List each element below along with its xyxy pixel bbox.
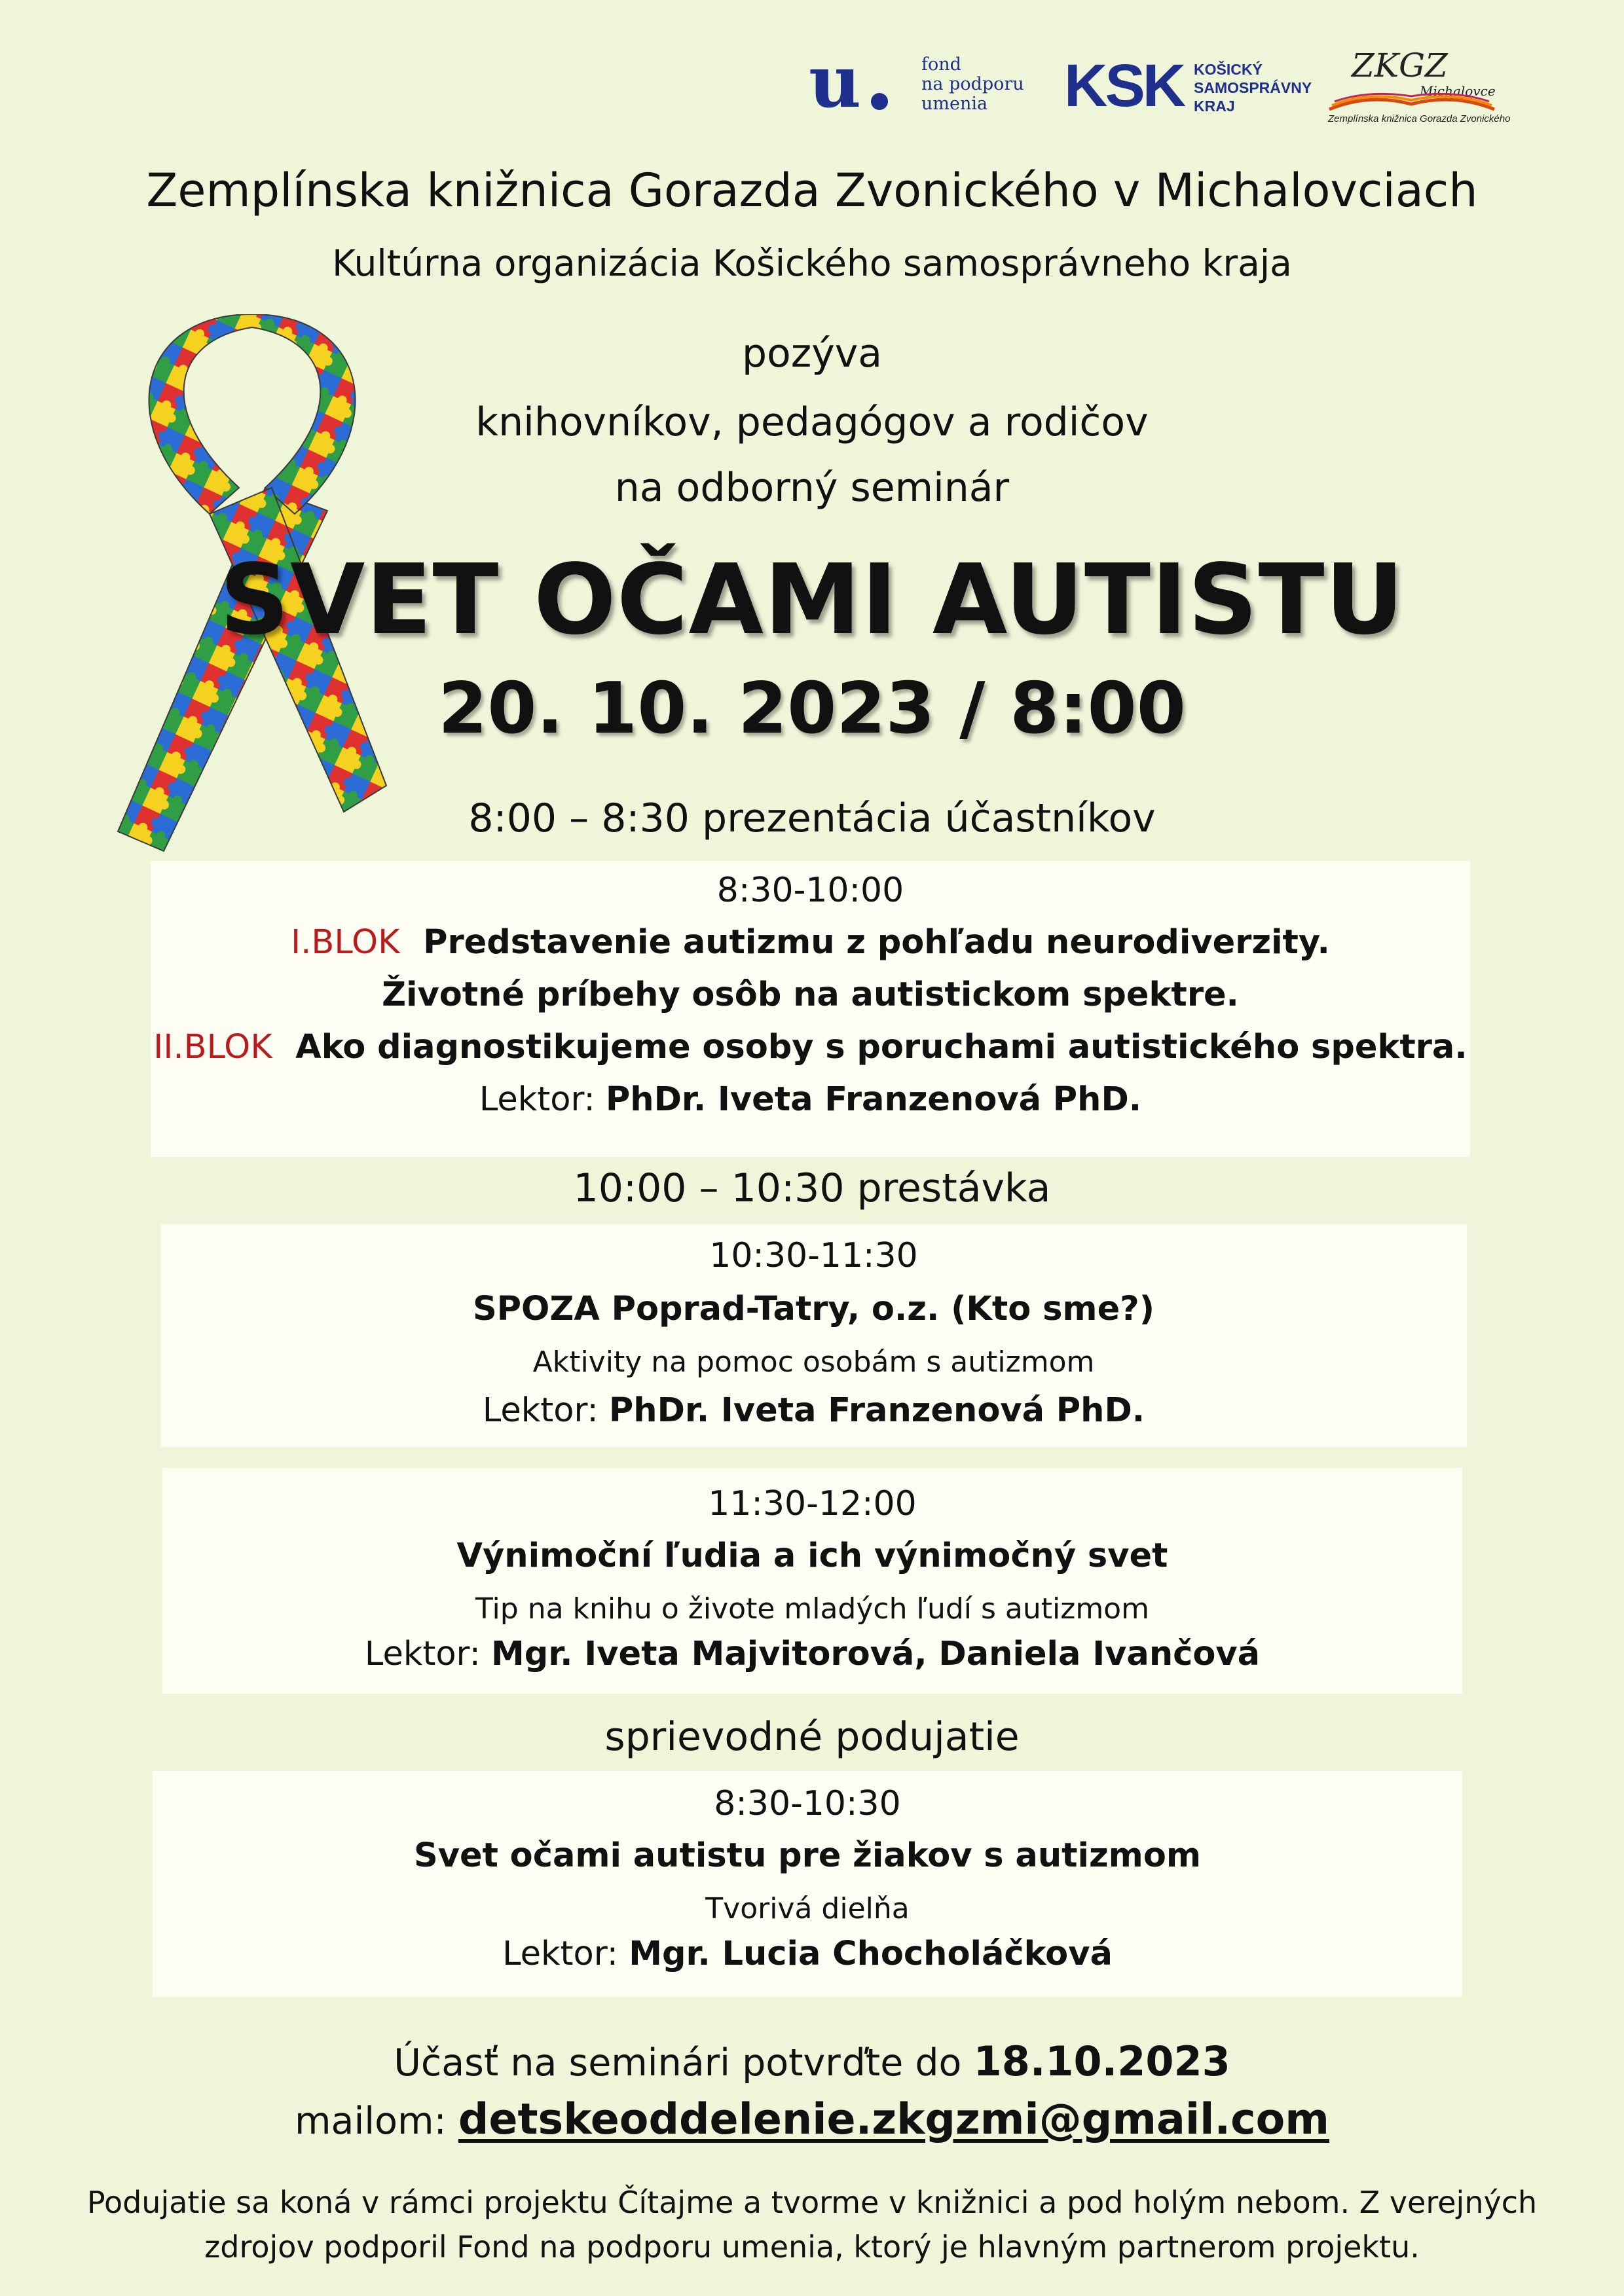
block-2-time: 10:30-11:30 xyxy=(709,1236,918,1275)
block-3-title: Výnimoční ľudia a ich výnimočný svet xyxy=(456,1537,1168,1575)
block-1-lector: Lektor: PhDr. Iveta Franzenová PhD. xyxy=(479,1080,1142,1119)
invite-line-2: knihovníkov, pedagógov a rodičov xyxy=(475,399,1149,445)
fpu-logo-text: fond na podporu umenia xyxy=(921,54,1024,114)
block-3-subtitle: Tip na knihu o živote mladých ľudí s autizmom xyxy=(475,1592,1149,1626)
ksk-logo-mark: KSK xyxy=(1064,52,1184,119)
block-1-topic-1b: Životné príbehy osôb na autistickom spektre. xyxy=(382,975,1239,1014)
block-1-time: 8:30-10:00 xyxy=(716,871,904,910)
seminar-date: 20. 10. 2023 / 8:00 xyxy=(438,668,1186,750)
block-1-topic-2: II.BLOK Ako diagnostikujeme osoby s poruchami autistického spektra. xyxy=(153,1028,1467,1066)
block-label-1: I.BLOK xyxy=(291,923,400,962)
fpu-logo xyxy=(809,39,1044,124)
block-4-title: Svet očami autistu pre žiakov s autizmom xyxy=(413,1836,1201,1875)
schedule-block-1 xyxy=(151,861,1470,1157)
break-slot: 10:00 – 10:30 prestávka xyxy=(573,1165,1051,1211)
block-3-lector: Lektor: Mgr. Iveta Majvitorová, Daniela Ivančová xyxy=(364,1635,1261,1673)
block-3-time: 11:30-12:00 xyxy=(708,1484,917,1523)
side-event-heading: sprievodné podujatie xyxy=(604,1714,1020,1760)
zkgz-logo-subtitle: Zemplínska knižnica Gorazda Zvonického xyxy=(1328,113,1511,124)
seminar-title: SVET OČAMI AUTISTU xyxy=(219,543,1405,656)
schedule-block-2 xyxy=(160,1224,1467,1447)
invite-line-3: na odborný seminár xyxy=(614,465,1010,511)
block-4-subtitle: Tvorivá dielňa xyxy=(705,1892,910,1925)
zkgz-logo xyxy=(1323,46,1511,128)
block-2-lector: Lektor: PhDr. Iveta Franzenová PhD. xyxy=(482,1391,1145,1430)
zkgz-logo-mark: ZKGZ xyxy=(1352,46,1448,84)
fpu-logo-dot xyxy=(871,93,888,110)
confirm-deadline: Účasť na seminári potvrďte do 18.10.2023 xyxy=(394,2037,1230,2085)
block-4-lector: Lektor: Mgr. Lucia Chocholáčková xyxy=(502,1935,1113,1973)
zkgz-logo-city: Michalovce xyxy=(1420,83,1496,99)
fpu-logo-letter: u xyxy=(809,39,861,124)
block-label-2: II.BLOK xyxy=(153,1028,272,1066)
schedule-block-3 xyxy=(162,1468,1462,1694)
block-2-title: SPOZA Poprad-Tatry, o.z. (Kto sme?) xyxy=(472,1290,1155,1328)
schedule-block-4 xyxy=(153,1771,1462,1997)
invite-line-1: pozýva xyxy=(741,331,883,376)
zkgz-book-icon xyxy=(1323,90,1500,113)
footer-note: Podujatie sa koná v rámci projektu Čítajme a tvorme v knižnici a pod holým nebom. Z verejných zdrojov podporil Fond na podporu umenia, ktorý je hlavným partnerom projektu. xyxy=(86,2185,1538,2265)
block-2-subtitle: Aktivity na pomoc osobám s autizmom xyxy=(532,1345,1095,1379)
organization-name: Zemplínska knižnica Gorazda Zvonického v Michalovciach xyxy=(146,164,1478,217)
ksk-logo xyxy=(1064,52,1313,128)
contact-email-link[interactable]: detskeoddelenie.zkgzmi@gmail.com xyxy=(458,2095,1329,2144)
organization-subtitle: Kultúrna organizácia Košického samosprávneho kraja xyxy=(332,242,1292,284)
ksk-logo-text: KOŠICKÝ SAMOSPRÁVNY KRAJ xyxy=(1194,61,1312,115)
block-4-time: 8:30-10:30 xyxy=(714,1784,901,1823)
contact-email-line: mailom: detskeoddelenie.zkgzmi@gmail.com xyxy=(294,2095,1329,2144)
block-1-topic-1: I.BLOK Predstavenie autizmu z pohľadu neurodiverzity. xyxy=(291,923,1330,962)
registration-slot: 8:00 – 8:30 prezentácia účastníkov xyxy=(468,795,1156,841)
